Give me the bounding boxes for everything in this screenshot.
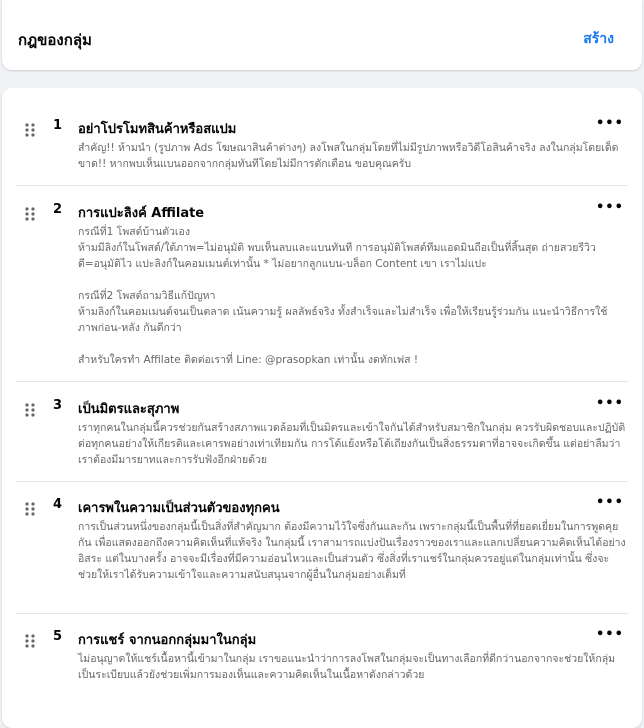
rule-number: 3 bbox=[53, 398, 63, 413]
divider bbox=[16, 185, 628, 186]
drag-handle-icon[interactable] bbox=[24, 122, 36, 138]
header-card bbox=[2, 0, 642, 70]
rule-title: การแปะลิงค์ Affilate bbox=[78, 206, 205, 221]
rule-description-text: สำหรับใครทำ Affilate ติดต่อเราที่ Line: @prasopkan เท่านั้น งดทักเฟส ! bbox=[78, 354, 419, 366]
rule-number: 1 bbox=[53, 118, 63, 133]
rule-description-text: กรณีที่2 โพสต์ถามวิธีแก้ปัญหา bbox=[78, 290, 216, 302]
rule-description-text: ไม่อนุญาตให้แชร์เนื้อหานี้เข้ามาในกลุ่ม เราขอแนะนำว่าการลงโพสในกลุ่มจะเป็นทางเลือกที่ดีกว่านอกจากจะช่วยให้กลุ่มเป็นระเบียบแล้วยังช่วยเพิ่มการมองเห็นและความคิดเห็นในเนื้อหาดังกล่าวด้วย bbox=[78, 653, 616, 681]
rule-description bbox=[78, 420, 628, 468]
rule-title: การแชร์ จากนอกกลุ่มมาในกลุ่ม bbox=[78, 633, 257, 648]
more-options-icon[interactable]: ••• bbox=[596, 396, 624, 411]
more-options-icon[interactable]: ••• bbox=[596, 627, 624, 642]
rule-description-text: กรณีที่1 โพสต์บ้านตัวเอง bbox=[78, 226, 190, 238]
rule-title: เคารพในความเป็นส่วนตัวของทุกคน bbox=[78, 501, 280, 516]
drag-handle-icon[interactable] bbox=[24, 206, 36, 222]
rule-description-text: การเป็นส่วนหนึ่งของกลุ่มนี้เป็นสิ่งที่สำคัญมาก ต้องมีความไว้ใจซึ่งกันและกัน เพราะกลุ่มนี้เป็นพื้นที่ที่ยอดเยี่ยมในการพูดคุยกัน เพื่อแสดงออกถึงความคิดเห็นที่แท้จริง ในกลุ่มนี้ เราสามารถแบ่งปันเรื่องราวของเราและแลกเปลี่ยนความคิดเห็นได้อย่างอิสระ แต่ในบางครั้ง อาจจะมีเรื่องที่มีความอ่อนไหวและเป็นส่วนตัว ซึ่งสิ่งที่เราแชร์ในกลุ่มควรอยู่แต่ในกลุ่มเท่านั้น ซึ่งจะช่วยให้เราได้รับความเข้าใจและความสนับสนุนจากผู้อื่นในกลุ่มอย่างเต็มที่ bbox=[78, 521, 626, 581]
divider bbox=[16, 381, 628, 382]
rule-number: 2 bbox=[53, 202, 63, 217]
divider bbox=[16, 481, 628, 482]
rule-description bbox=[78, 224, 628, 368]
rule-number: 5 bbox=[53, 629, 63, 644]
drag-handle-icon[interactable] bbox=[24, 501, 36, 517]
rules-list bbox=[2, 88, 642, 728]
rule-description-text: เราทุกคนในกลุ่มนี้ควรช่วยกันสร้างสภาพแวดล้อมที่เป็นมิตรและเข้าใจกันได้สำหรับสมาชิกในกลุ่ม ควรรับผิดชอบและปฏิบัติต่อทุกคนอย่างให้เกียรติและเคารพอย่างเท่าเทียมกัน การโต้แย้งหรือโต้เถียงกันเป็นสิ่งธรรมดาที่อาจจะเกิดขึ้น แต่อย่าลืมว่าเราต้องมีมารยาทและการรับฟังอีกฝ่ายด้วย bbox=[78, 422, 626, 466]
rule-number: 4 bbox=[53, 497, 63, 512]
rule-description bbox=[78, 519, 628, 583]
rule-title: อย่าโปรโมทสินค้าหรือสแปม bbox=[78, 122, 237, 137]
page-title: กฎของกลุ่ม bbox=[18, 31, 92, 49]
drag-handle-icon[interactable] bbox=[24, 402, 36, 418]
rule-description-text: ห้ามมีลิงก์ในโพสต์/ใต้ภาพ=ไม่อนุมัติ พบเห็นลบและแบนทันที การอนุมัติโพสต์ทีมแอดมินถือเป็นที่สิ้นสุด ถ่ายสวยรีวิวดี=อนุมัติไว แปะลิงก์ในคอมเมนต์เท่านั้น * ไม่อยากลูกแบน-บล็อก Content เขา เราไม่แปะ bbox=[78, 242, 596, 270]
more-options-icon[interactable]: ••• bbox=[596, 495, 624, 510]
rule-title: เป็นมิตรและสุภาพ bbox=[78, 402, 180, 417]
drag-handle-icon[interactable] bbox=[24, 633, 36, 649]
divider bbox=[16, 613, 628, 614]
rule-description bbox=[78, 651, 628, 683]
more-options-icon[interactable]: ••• bbox=[596, 116, 624, 131]
rule-description bbox=[78, 140, 628, 172]
create-rule-button[interactable]: สร้าง bbox=[583, 31, 614, 47]
rule-description-text: ห้ามลิงก์ในคอมเมนต์จนเป็นตลาด เน้นความรู้ ผลลัพธ์จริง ทั้งสำเร็จและไม่สำเร็จ เพื่อให้เรียนรู้ร่วมกัน แนะนำวิธีการใช้ ภาพก่อน-หลัง กันดีกว่า bbox=[78, 306, 608, 334]
more-options-icon[interactable]: ••• bbox=[596, 200, 624, 215]
rule-description-text: สำคัญ!! ห้ามนำ (รูปภาพ Ads โฆษณาสินค้าต่างๆ) ลงโพสในกลุ่มโดยที่ไม่มีรูปภาพหรือวิดีโอสินค้าจริง ลงในกลุ่มโดยเด็ดขาด!! หากพบเห็นแบนออกจากกลุ่มทันทีโดยไม่มีการตักเตือน ขอบคุณครับ bbox=[78, 142, 619, 170]
